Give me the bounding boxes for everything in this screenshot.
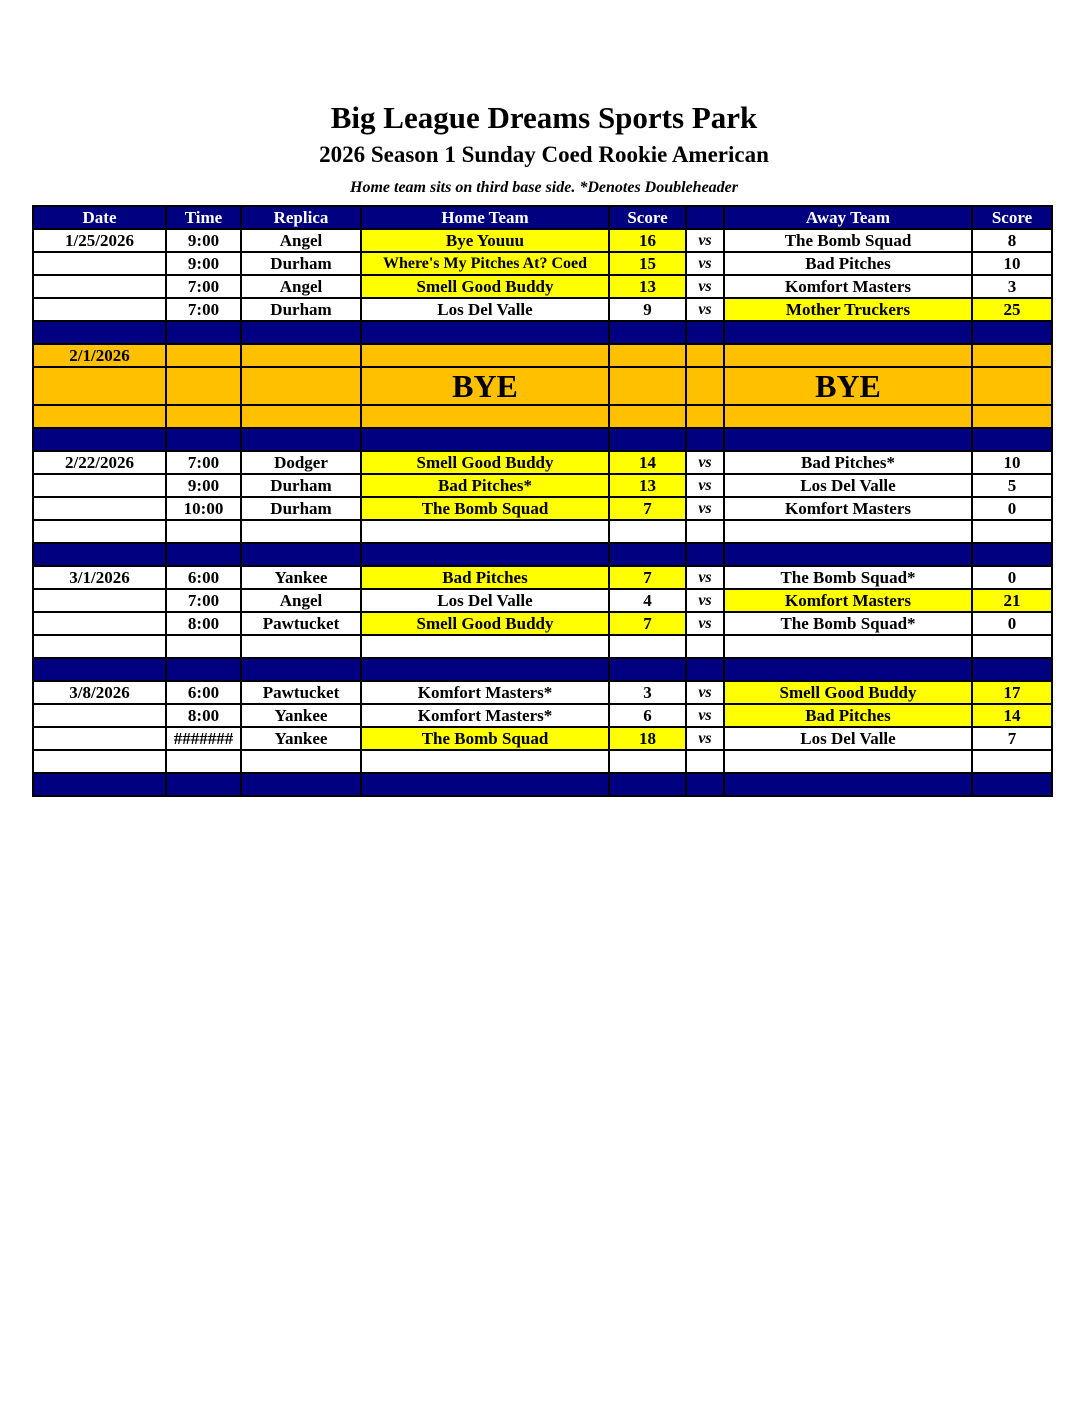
away-score-cell: 17 — [972, 681, 1052, 704]
game-row — [33, 252, 1052, 275]
home-team-cell: Bye Youuu — [361, 229, 609, 252]
home-score-cell: 6 — [609, 704, 686, 727]
away-score-cell: 0 — [972, 612, 1052, 635]
vs-cell: vs — [686, 451, 724, 474]
away-score-cell: 0 — [972, 497, 1052, 520]
schedule-table — [32, 205, 1053, 797]
replica-cell: Angel — [241, 275, 361, 298]
week-separator — [33, 428, 1052, 451]
home-team-cell: Komfort Masters* — [361, 704, 609, 727]
date-cell: 1/25/2026 — [33, 229, 166, 252]
away-team-cell: Komfort Masters — [724, 275, 972, 298]
game-row — [33, 681, 1052, 704]
date-cell — [33, 727, 166, 750]
date-cell — [33, 612, 166, 635]
away-team-cell: Bad Pitches — [724, 252, 972, 275]
home-team-cell: Bad Pitches — [361, 566, 609, 589]
away-team-cell: Smell Good Buddy — [724, 681, 972, 704]
home-team-cell: Smell Good Buddy — [361, 451, 609, 474]
page-subtitle: 2026 Season 1 Sunday Coed Rookie American — [319, 142, 769, 167]
vs-cell: vs — [686, 566, 724, 589]
home-score-cell: 7 — [609, 497, 686, 520]
empty-row — [33, 750, 1052, 773]
home-score-cell: 3 — [609, 681, 686, 704]
vs-cell: vs — [686, 474, 724, 497]
away-score-cell: 8 — [972, 229, 1052, 252]
vs-cell: vs — [686, 497, 724, 520]
date-cell — [33, 704, 166, 727]
away-team-cell: Komfort Masters — [724, 589, 972, 612]
home-score-cell: 13 — [609, 275, 686, 298]
date-cell — [33, 474, 166, 497]
time-cell: 9:00 — [166, 474, 241, 497]
away-score-cell: 25 — [972, 298, 1052, 321]
col-away-score: Score — [972, 206, 1052, 229]
game-row — [33, 451, 1052, 474]
col-home-score: Score — [609, 206, 686, 229]
time-cell: ####### — [166, 727, 241, 750]
home-score-cell: 14 — [609, 451, 686, 474]
game-row — [33, 612, 1052, 635]
page-title: Big League Dreams Sports Park — [330, 100, 758, 135]
home-team-cell: Los Del Valle — [361, 298, 609, 321]
home-team-cell: Where's My Pitches At? Coed — [361, 252, 609, 275]
bye-row — [33, 405, 1052, 428]
away-score-cell: 21 — [972, 589, 1052, 612]
date-cell: 3/8/2026 — [33, 681, 166, 704]
vs-cell: vs — [686, 298, 724, 321]
week-separator — [33, 543, 1052, 566]
time-cell: 8:00 — [166, 704, 241, 727]
away-team-cell: Mother Truckers — [724, 298, 972, 321]
time-cell: 7:00 — [166, 275, 241, 298]
replica-cell: Pawtucket — [241, 681, 361, 704]
week-separator — [33, 658, 1052, 681]
home-score-cell: 13 — [609, 474, 686, 497]
away-score-cell: 10 — [972, 252, 1052, 275]
time-cell: 8:00 — [166, 612, 241, 635]
week-separator — [33, 321, 1052, 344]
col-date: Date — [33, 206, 166, 229]
home-score-cell: 15 — [609, 252, 686, 275]
vs-cell: vs — [686, 704, 724, 727]
replica-cell: Yankee — [241, 566, 361, 589]
game-row — [33, 229, 1052, 252]
time-cell: 9:00 — [166, 229, 241, 252]
header-row — [33, 206, 1052, 229]
home-team-cell: Los Del Valle — [361, 589, 609, 612]
replica-cell: Durham — [241, 252, 361, 275]
away-team-cell: Los Del Valle — [724, 474, 972, 497]
date-cell — [33, 252, 166, 275]
bye-away-label: BYE — [724, 367, 972, 405]
away-team-cell: The Bomb Squad* — [724, 612, 972, 635]
date-cell — [33, 589, 166, 612]
bye-row — [33, 344, 1052, 367]
away-score-cell: 3 — [972, 275, 1052, 298]
away-score-cell: 10 — [972, 451, 1052, 474]
page-note: Home team sits on third base side. *Denotes Doubleheader — [350, 179, 738, 196]
replica-cell: Angel — [241, 589, 361, 612]
home-team-cell: Smell Good Buddy — [361, 275, 609, 298]
vs-cell: vs — [686, 681, 724, 704]
away-team-cell: The Bomb Squad* — [724, 566, 972, 589]
game-row — [33, 589, 1052, 612]
date-cell: 2/22/2026 — [33, 451, 166, 474]
replica-cell: Durham — [241, 497, 361, 520]
away-team-cell: Komfort Masters — [724, 497, 972, 520]
game-row — [33, 474, 1052, 497]
replica-cell: Dodger — [241, 451, 361, 474]
time-cell: 9:00 — [166, 252, 241, 275]
time-cell: 10:00 — [166, 497, 241, 520]
replica-cell: Yankee — [241, 727, 361, 750]
home-team-cell: The Bomb Squad — [361, 497, 609, 520]
date-cell: 3/1/2026 — [33, 566, 166, 589]
home-team-cell: Smell Good Buddy — [361, 612, 609, 635]
empty-row — [33, 520, 1052, 543]
bye-row — [33, 367, 1052, 405]
col-replica: Replica — [241, 206, 361, 229]
date-cell: 2/1/2026 — [33, 344, 166, 367]
replica-cell: Durham — [241, 298, 361, 321]
vs-cell: vs — [686, 229, 724, 252]
game-row — [33, 566, 1052, 589]
col-home-team: Home Team — [361, 206, 609, 229]
date-cell — [33, 497, 166, 520]
away-team-cell: Bad Pitches* — [724, 451, 972, 474]
replica-cell: Angel — [241, 229, 361, 252]
home-score-cell: 18 — [609, 727, 686, 750]
away-score-cell: 5 — [972, 474, 1052, 497]
away-team-cell: Los Del Valle — [724, 727, 972, 750]
time-cell: 7:00 — [166, 589, 241, 612]
time-cell: 6:00 — [166, 566, 241, 589]
week-separator — [33, 773, 1052, 796]
home-score-cell: 7 — [609, 612, 686, 635]
game-row — [33, 727, 1052, 750]
replica-cell: Durham — [241, 474, 361, 497]
away-score-cell: 7 — [972, 727, 1052, 750]
vs-cell: vs — [686, 252, 724, 275]
col-time: Time — [166, 206, 241, 229]
game-row — [33, 275, 1052, 298]
vs-cell: vs — [686, 275, 724, 298]
date-cell — [33, 298, 166, 321]
away-score-cell: 14 — [972, 704, 1052, 727]
game-row — [33, 704, 1052, 727]
time-cell: 7:00 — [166, 451, 241, 474]
home-team-cell: The Bomb Squad — [361, 727, 609, 750]
away-score-cell: 0 — [972, 566, 1052, 589]
home-score-cell: 7 — [609, 566, 686, 589]
game-row — [33, 298, 1052, 321]
time-cell: 7:00 — [166, 298, 241, 321]
replica-cell: Pawtucket — [241, 612, 361, 635]
away-team-cell: Bad Pitches — [724, 704, 972, 727]
vs-cell: vs — [686, 612, 724, 635]
date-cell — [33, 275, 166, 298]
home-score-cell: 9 — [609, 298, 686, 321]
empty-row — [33, 635, 1052, 658]
home-team-cell: Bad Pitches* — [361, 474, 609, 497]
bye-home-label: BYE — [361, 367, 609, 405]
col-vs — [686, 206, 724, 229]
vs-cell: vs — [686, 589, 724, 612]
home-score-cell: 16 — [609, 229, 686, 252]
away-team-cell: The Bomb Squad — [724, 229, 972, 252]
col-away-team: Away Team — [724, 206, 972, 229]
vs-cell: vs — [686, 727, 724, 750]
replica-cell: Yankee — [241, 704, 361, 727]
game-row — [33, 497, 1052, 520]
time-cell: 6:00 — [166, 681, 241, 704]
home-team-cell: Komfort Masters* — [361, 681, 609, 704]
home-score-cell: 4 — [609, 589, 686, 612]
